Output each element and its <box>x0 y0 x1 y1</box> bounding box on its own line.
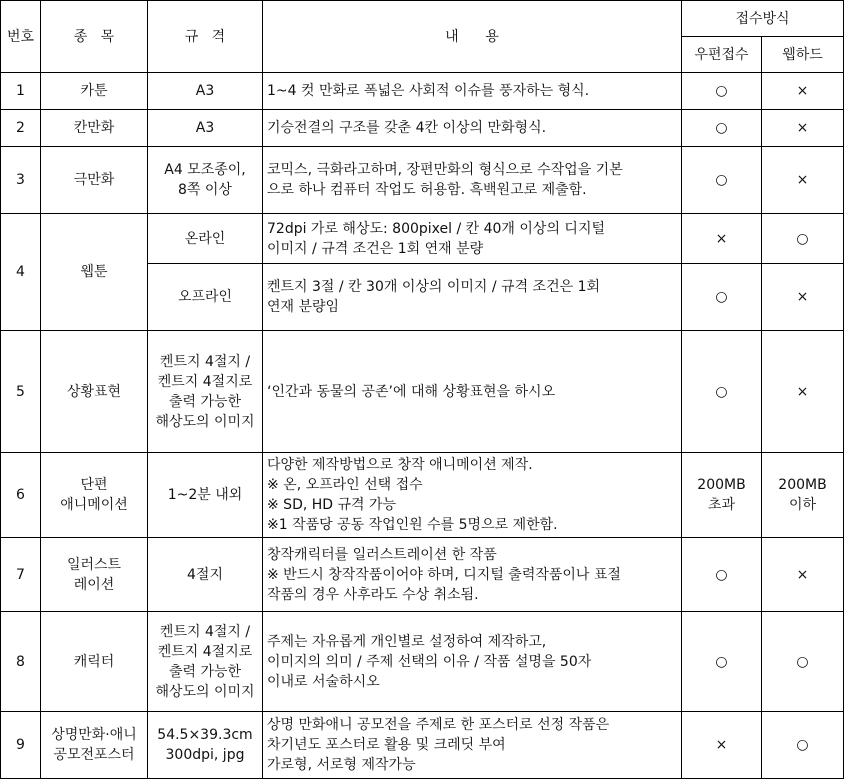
row-spec-line: 온라인 <box>184 230 226 247</box>
row-post-mark <box>682 331 762 453</box>
row-content <box>263 331 682 453</box>
row-content <box>263 264 682 331</box>
row-spec <box>148 612 263 712</box>
row-content-line: ‘인간과 동물의 공존’에 대해 상황표현을 하시오 <box>267 383 556 400</box>
row-content-line: ※ 온, 오프라인 선택 접수 <box>267 477 423 493</box>
row-spec-line: 1~2분 내외 <box>167 487 243 503</box>
table-row <box>1 331 844 453</box>
row-webhard-mark <box>762 214 844 264</box>
row-number: 6 <box>1 453 41 538</box>
row-category-line: 상황표현 <box>66 383 122 400</box>
row-category-line: 상명만화·애니 <box>51 727 137 743</box>
row-category <box>41 712 148 779</box>
table-body <box>1 73 844 779</box>
header-submission-method: 접수방식 <box>682 1 844 37</box>
row-post-mark-line: 초과 <box>707 497 736 513</box>
row-content-line: 연재 분량임 <box>267 299 340 315</box>
row-post-mark-line: ○ <box>715 83 728 99</box>
row-content <box>263 712 682 779</box>
row-number: 5 <box>1 331 41 453</box>
row-webhard-mark-line: 이하 <box>788 497 817 513</box>
row-webhard-mark <box>762 264 844 331</box>
row-spec-line: 300dpi, jpg <box>165 747 245 763</box>
row-post-mark-line: × <box>715 737 728 753</box>
header-content: 내 용 <box>263 1 682 73</box>
row-post-mark-line: ○ <box>715 653 728 670</box>
row-spec-line: 켄트지 4절지 / <box>159 353 251 370</box>
row-webhard-mark <box>762 110 844 147</box>
row-spec-line: A3 <box>195 83 215 99</box>
row-number: 3 <box>1 147 41 214</box>
row-number: 8 <box>1 612 41 712</box>
row-post-mark-line: ○ <box>715 289 728 305</box>
row-webhard-mark <box>762 331 844 453</box>
row-content <box>263 110 682 147</box>
row-spec-line: 54.5×39.3cm <box>157 727 253 743</box>
row-content-line: 1~4 컷 만화로 폭넓은 사회적 이슈를 풍자하는 형식. <box>267 83 590 99</box>
row-spec <box>148 214 263 264</box>
row-content-line: ※1 작품당 공동 작업인원 수를 5명으로 제한함. <box>267 517 558 533</box>
row-post-mark-line: ○ <box>715 383 728 400</box>
row-webhard-mark-line: ○ <box>796 653 809 670</box>
row-category-line: 애니메이션 <box>60 497 128 513</box>
row-content-line: 다양한 제작방법으로 창작 애니메이션 제작. <box>267 457 533 473</box>
row-post-mark-line: ○ <box>715 120 728 136</box>
row-webhard-mark <box>762 73 844 110</box>
row-webhard-mark <box>762 612 844 712</box>
row-webhard-mark-line: 200MB <box>778 477 827 493</box>
row-spec-line: 출력 가능한 <box>168 393 242 410</box>
row-content-line: 주제는 자유롭게 개인별로 설정하여 제작하고, <box>267 633 547 650</box>
row-webhard-mark <box>762 147 844 214</box>
row-webhard-mark-line: × <box>796 83 809 99</box>
row-content <box>263 538 682 612</box>
row-spec-line: 4절지 <box>187 566 223 583</box>
row-spec <box>148 538 263 612</box>
row-content-line: 이내로 서술하시오 <box>267 673 380 690</box>
table-row <box>1 612 844 712</box>
row-webhard-mark <box>762 453 844 538</box>
row-content-line: 기승전결의 구조를 갖춘 4칸 이상의 만화형식. <box>267 120 547 136</box>
header-no: 번호 <box>1 1 41 73</box>
row-post-mark <box>682 110 762 147</box>
row-webhard-mark <box>762 538 844 612</box>
row-post-mark-line: × <box>715 230 728 247</box>
row-category-line: 레이션 <box>73 576 115 593</box>
row-content-line: 창작캐릭터를 일러스트레이션 한 작품 <box>267 546 497 563</box>
row-spec <box>148 331 263 453</box>
row-content-line: ※ SD, HD 규격 가능 <box>267 497 397 513</box>
row-category <box>41 110 148 147</box>
row-category <box>41 147 148 214</box>
table-row <box>1 110 844 147</box>
row-content-line: 차기년도 포스터로 활용 및 크레딧 부여 <box>267 737 506 753</box>
row-number: 7 <box>1 538 41 612</box>
row-webhard-mark <box>762 712 844 779</box>
row-content <box>263 147 682 214</box>
row-category <box>41 538 148 612</box>
row-number: 4 <box>1 214 41 331</box>
row-content-line: 작품의 경우 사후라도 수상 취소됨. <box>267 586 479 603</box>
row-spec <box>148 264 263 331</box>
row-category <box>41 73 148 110</box>
row-post-mark-line: ○ <box>715 566 728 583</box>
row-spec <box>148 73 263 110</box>
row-category-line: 캐릭터 <box>73 653 115 670</box>
row-content <box>263 214 682 264</box>
row-spec-line: A4 모조종이, <box>164 162 246 178</box>
table-row <box>1 147 844 214</box>
row-content-line: ※ 반드시 창작작품이어야 하며, 디지털 출력작품이나 표절 <box>267 566 621 583</box>
row-spec-line: 해상도의 이미지 <box>155 683 255 700</box>
row-content-line: 72dpi 가로 해상도: 800pixel / 칸 40개 이상의 디지털 <box>267 220 605 237</box>
table-row <box>1 73 844 110</box>
row-post-mark-line: 200MB <box>697 477 746 493</box>
row-category <box>41 453 148 538</box>
row-content-line: 켄트지 3절 / 칸 30개 이상의 이미지 / 규격 조건은 1회 <box>267 279 600 295</box>
row-content <box>263 73 682 110</box>
row-content <box>263 453 682 538</box>
row-spec-line: 해상도의 이미지 <box>155 413 255 430</box>
header-spec: 규 격 <box>148 1 263 73</box>
row-spec <box>148 147 263 214</box>
row-post-mark-line: ○ <box>715 172 728 188</box>
row-spec <box>148 453 263 538</box>
row-spec-line: 8쪽 이상 <box>178 182 232 198</box>
table-row <box>1 453 844 538</box>
row-number: 9 <box>1 712 41 779</box>
header-method-post: 우편접수 <box>682 37 762 73</box>
row-spec-line: 켄트지 4절지로 <box>157 373 253 390</box>
row-number: 2 <box>1 110 41 147</box>
row-category-line: 일러스트 <box>66 556 122 573</box>
row-spec <box>148 110 263 147</box>
row-category <box>41 331 148 453</box>
row-post-mark <box>682 264 762 331</box>
row-spec-line: A3 <box>195 120 215 136</box>
row-webhard-mark-line: × <box>796 383 809 400</box>
row-content-line: 이미지의 의미 / 주제 선택의 이유 / 작품 설명을 50자 <box>267 653 592 670</box>
row-webhard-mark-line: × <box>796 120 809 136</box>
row-post-mark <box>682 453 762 538</box>
row-webhard-mark-line: × <box>796 172 809 188</box>
row-spec-line: 켄트지 4절지로 <box>157 643 253 660</box>
row-spec-line: 오프라인 <box>177 289 233 305</box>
row-post-mark <box>682 73 762 110</box>
row-content <box>263 612 682 712</box>
row-spec-line: 출력 가능한 <box>168 663 242 680</box>
row-category <box>41 214 148 331</box>
row-category-line: 단편 <box>80 477 108 493</box>
row-post-mark <box>682 712 762 779</box>
table-row <box>1 538 844 612</box>
row-number: 1 <box>1 73 41 110</box>
row-post-mark <box>682 612 762 712</box>
header-method-webhard: 웹하드 <box>762 37 844 73</box>
row-category-line: 칸만화 <box>73 120 115 136</box>
row-content-line: 으로 하나 컴퓨터 작업도 허용함. 흑백원고로 제출함. <box>267 182 587 198</box>
row-category-line: 극만화 <box>73 172 115 188</box>
row-content-line: 가로형, 서로형 제작가능 <box>267 757 416 773</box>
row-content-line: 상명 만화애니 공모전을 주제로 한 포스터로 선정 작품은 <box>267 717 610 733</box>
row-category-line: 공모전포스터 <box>53 747 135 763</box>
row-content-line: 이미지 / 규격 조건은 1회 연재 분량 <box>267 240 484 257</box>
row-content-line: 코믹스, 극화라고하며, 장편만화의 형식으로 수작업을 기본 <box>267 162 623 178</box>
row-post-mark <box>682 214 762 264</box>
table-row <box>1 712 844 779</box>
row-post-mark <box>682 538 762 612</box>
row-webhard-mark-line: ○ <box>796 737 809 753</box>
table-row <box>1 214 844 264</box>
row-webhard-mark-line: × <box>796 566 809 583</box>
row-post-mark <box>682 147 762 214</box>
row-category-line: 웹툰 <box>80 264 108 280</box>
row-spec <box>148 712 263 779</box>
row-category <box>41 612 148 712</box>
row-webhard-mark-line: × <box>796 289 809 305</box>
row-spec-line: 켄트지 4절지 / <box>159 623 251 640</box>
header-category: 종 목 <box>41 1 148 73</box>
row-webhard-mark-line: ○ <box>796 230 809 247</box>
row-category-line: 카툰 <box>80 83 108 99</box>
